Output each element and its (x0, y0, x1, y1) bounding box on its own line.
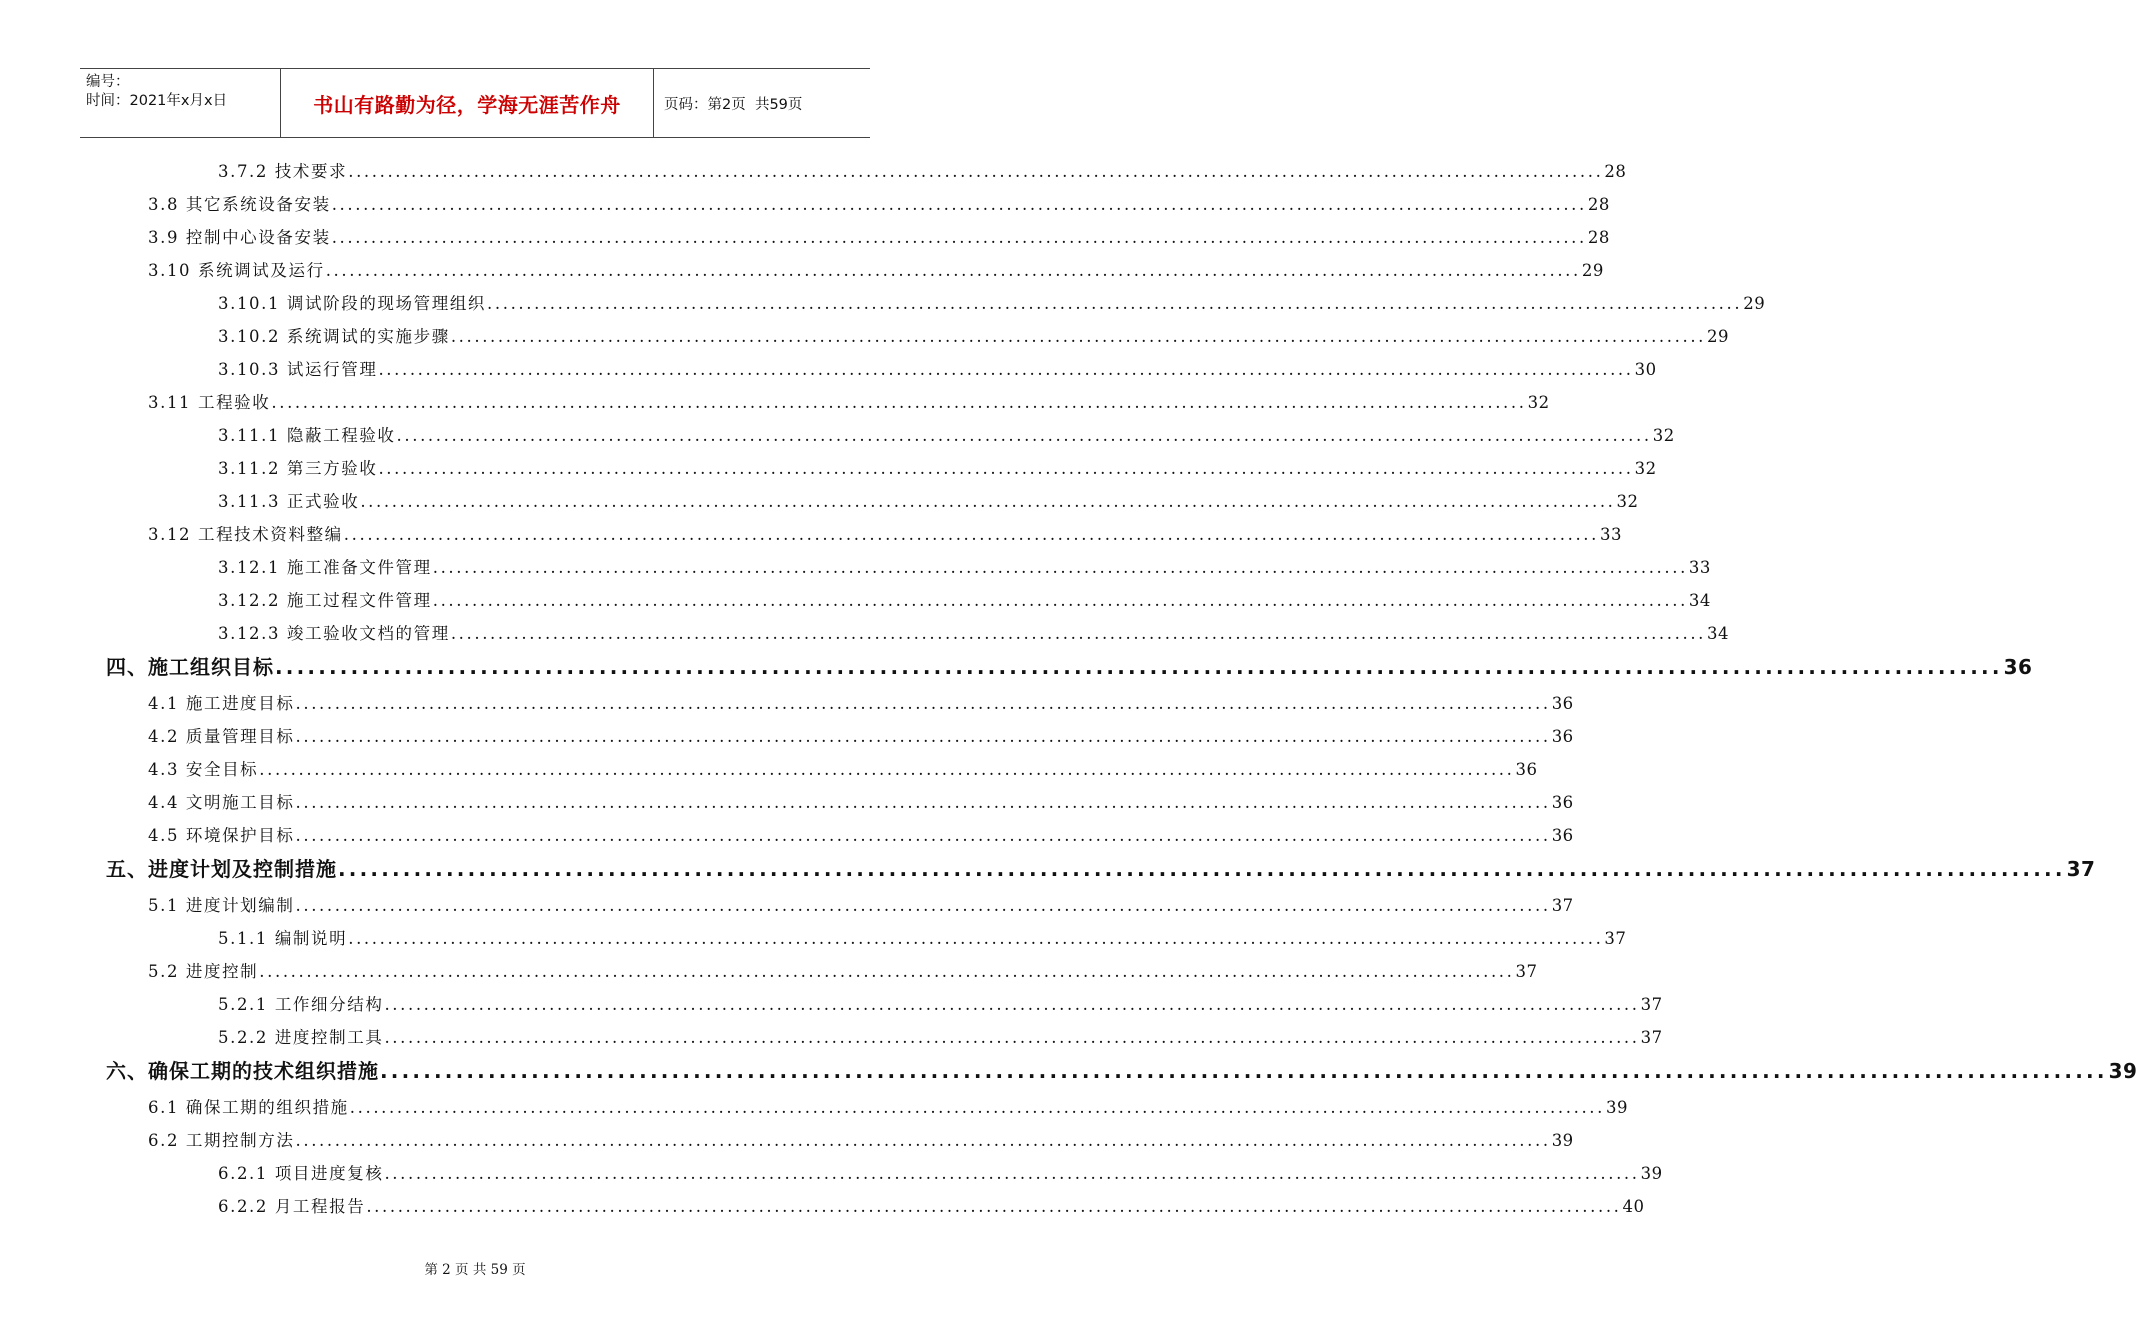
toc-entry[interactable] (218, 587, 1711, 611)
toc-entry-page: 34 (1688, 591, 1711, 610)
toc-entry[interactable] (218, 290, 1766, 314)
toc-entry[interactable] (218, 554, 1711, 578)
toc-leader-dots: ................................................................................................................................................................ (380, 1059, 2108, 1083)
toc-leader-dots: ................................................................................................................................................................ (432, 591, 1688, 610)
toc-entry-page: 29 (1581, 261, 1604, 280)
footer-page-number: 第 2 页 共 59 页 (424, 1262, 526, 1278)
toc-entry-title: 4.1 施工进度目标 (148, 694, 295, 713)
toc-leader-dots: ................................................................................................................................................................ (450, 327, 1707, 346)
toc-entry[interactable] (148, 756, 1538, 780)
toc-leader-dots: ................................................................................................................................................................ (348, 162, 1604, 181)
toc-entry-title: 3.12.2 施工过程文件管理 (218, 591, 432, 610)
toc-entry-title: 六、确保工期的技术组织措施 (106, 1059, 379, 1083)
toc-entry-page: 29 (1707, 327, 1730, 346)
toc-entry-title: 3.10.3 试运行管理 (218, 360, 378, 379)
toc-entry-title: 6.1 确保工期的组织措施 (148, 1098, 349, 1117)
toc-entry-page: 28 (1587, 195, 1610, 214)
toc-entry-title: 4.2 质量管理目标 (148, 727, 295, 746)
toc-leader-dots: ................................................................................................................................................................ (259, 962, 1515, 981)
toc-entry[interactable] (218, 488, 1639, 512)
toc-entry[interactable] (148, 690, 1574, 714)
toc-leader-dots: ................................................................................................................................................................ (295, 793, 1551, 812)
page-footer (0, 1258, 950, 1278)
toc-leader-dots: ................................................................................................................................................................ (384, 1164, 1640, 1183)
toc-entry[interactable] (218, 323, 1730, 347)
toc-entry-title: 5.2.1 工作细分结构 (218, 995, 384, 1014)
toc-leader-dots: ................................................................................................................................................................ (450, 624, 1707, 643)
toc-entry-title: 4.3 安全目标 (148, 760, 259, 779)
toc-leader-dots: ................................................................................................................................................................ (331, 195, 1587, 214)
toc-entry[interactable] (218, 991, 1663, 1015)
toc-leader-dots: ................................................................................................................................................................ (325, 261, 1581, 280)
toc-entry[interactable] (148, 521, 1622, 545)
toc-entry-page: 39 (1640, 1164, 1663, 1183)
toc-entry-page: 36 (2003, 655, 2033, 679)
toc-leader-dots: ................................................................................................................................................................ (271, 393, 1527, 412)
toc-leader-dots: ................................................................................................................................................................ (378, 360, 1634, 379)
toc-leader-dots: ................................................................................................................................................................ (295, 1131, 1551, 1150)
header-motto: 书山有路勤为径，学海无涯苦作舟 (281, 69, 654, 137)
toc-leader-dots: ................................................................................................................................................................ (378, 459, 1634, 478)
toc-entry[interactable] (218, 422, 1675, 446)
toc-leader-dots: ................................................................................................................................................................ (349, 1098, 1605, 1117)
toc-entry[interactable] (218, 1193, 1645, 1217)
toc-entry-page: 39 (1551, 1131, 1574, 1150)
toc-entry-title: 3.11.3 正式验收 (218, 492, 360, 511)
toc-entry-title: 6.2.1 项目进度复核 (218, 1164, 384, 1183)
toc-entry[interactable] (218, 620, 1730, 644)
toc-entry[interactable] (148, 789, 1574, 813)
toc-entry-title: 6.2 工期控制方法 (148, 1131, 295, 1150)
toc-entry-page: 28 (1587, 228, 1610, 247)
header-page-info-text: 页码：第2页 共59页 (664, 96, 803, 113)
toc-entry-title: 5.1.1 编制说明 (218, 929, 348, 948)
toc-entry-page: 37 (1640, 1028, 1663, 1047)
toc-leader-dots: ................................................................................................................................................................ (432, 558, 1688, 577)
toc-entry-title: 3.9 控制中心设备安装 (148, 228, 331, 247)
toc-entry-title: 3.10.1 调试阶段的现场管理组织 (218, 294, 487, 313)
toc-entry-title: 5.2 进度控制 (148, 962, 259, 981)
toc-entry-page: 34 (1707, 624, 1730, 643)
document-number-label: 编号： (86, 74, 130, 90)
toc-entry-title: 3.12.1 施工准备文件管理 (218, 558, 432, 577)
toc-entry[interactable] (148, 723, 1574, 747)
toc-entry[interactable] (148, 224, 1610, 248)
toc-entry[interactable] (148, 822, 1574, 846)
toc-entry-page: 37 (2066, 857, 2096, 881)
toc-entry-page: 36 (1515, 760, 1538, 779)
toc-leader-dots: ................................................................................................................................................................ (259, 760, 1515, 779)
toc-leader-dots: ................................................................................................................................................................ (295, 826, 1551, 845)
toc-leader-dots: ................................................................................................................................................................ (396, 426, 1652, 445)
toc-entry-title: 4.4 文明施工目标 (148, 793, 295, 812)
toc-entry[interactable] (148, 191, 1610, 215)
toc-leader-dots: ................................................................................................................................................................ (360, 492, 1616, 511)
toc-entry-page: 40 (1622, 1197, 1645, 1216)
toc-entry[interactable] (148, 1094, 1628, 1118)
toc-entry-title: 3.12 工程技术资料整编 (148, 525, 343, 544)
toc-entry[interactable] (148, 1127, 1574, 1151)
toc-entry-page: 32 (1634, 459, 1657, 478)
toc-chapter-entry[interactable] (106, 1055, 2137, 1084)
toc-entry[interactable] (148, 389, 1550, 413)
toc-entry-page: 37 (1604, 929, 1627, 948)
toc-entry-page: 32 (1527, 393, 1550, 412)
toc-entry-title: 3.7.2 技术要求 (218, 162, 348, 181)
toc-leader-dots: ................................................................................................................................................................ (295, 727, 1551, 746)
toc-entry-page: 37 (1551, 896, 1574, 915)
toc-leader-dots: ................................................................................................................................................................ (295, 896, 1551, 915)
toc-entry-title: 3.11 工程验收 (148, 393, 271, 412)
toc-entry-title: 五、进度计划及控制措施 (106, 857, 337, 881)
toc-leader-dots: ................................................................................................................................................................ (348, 929, 1604, 948)
toc-entry-title: 5.1 进度计划编制 (148, 896, 295, 915)
toc-entry-page: 37 (1640, 995, 1663, 1014)
toc-entry[interactable] (148, 958, 1538, 982)
toc-entry-page: 37 (1515, 962, 1538, 981)
document-time-label: 时间：2021年x月x日 (86, 93, 228, 109)
toc-entry-page: 33 (1688, 558, 1711, 577)
toc-leader-dots: ................................................................................................................................................................ (295, 694, 1551, 713)
toc-leader-dots: ................................................................................................................................................................ (487, 294, 1743, 313)
toc-entry-title: 3.11.1 隐蔽工程验收 (218, 426, 396, 445)
toc-entry-title: 4.5 环境保护目标 (148, 826, 295, 845)
toc-entry-title: 5.2.2 进度控制工具 (218, 1028, 384, 1047)
toc-leader-dots: ................................................................................................................................................................ (338, 857, 2066, 881)
toc-entry-title: 3.8 其它系统设备安装 (148, 195, 331, 214)
toc-entry-page: 30 (1634, 360, 1657, 379)
toc-entry-page: 39 (1605, 1098, 1628, 1117)
toc-entry-title: 3.10.2 系统调试的实施步骤 (218, 327, 450, 346)
toc-leader-dots: ................................................................................................................................................................ (384, 1028, 1640, 1047)
toc-entry-page: 39 (2108, 1059, 2137, 1083)
toc-entry[interactable] (148, 257, 1604, 281)
toc-leader-dots: ................................................................................................................................................................ (343, 525, 1599, 544)
toc-chapter-entry[interactable] (106, 853, 2096, 882)
toc-entry[interactable] (218, 925, 1627, 949)
toc-entry[interactable] (148, 892, 1574, 916)
toc-entry[interactable] (218, 455, 1657, 479)
toc-entry-page: 32 (1652, 426, 1675, 445)
toc-entry-page: 36 (1551, 694, 1574, 713)
toc-entry-title: 3.11.2 第三方验收 (218, 459, 378, 478)
toc-entry-page: 36 (1551, 793, 1574, 812)
toc-entry-page: 36 (1551, 727, 1574, 746)
toc-leader-dots: ................................................................................................................................................................ (331, 228, 1587, 247)
toc-entry-page: 36 (1551, 826, 1574, 845)
toc-entry-title: 四、施工组织目标 (106, 655, 274, 679)
toc-leader-dots: ................................................................................................................................................................ (366, 1197, 1622, 1216)
toc-entry-title: 3.10 系统调试及运行 (148, 261, 325, 280)
toc-entry[interactable] (218, 1024, 1663, 1048)
toc-leader-dots: ................................................................................................................................................................ (384, 995, 1640, 1014)
toc-entry-title: 6.2.2 月工程报告 (218, 1197, 366, 1216)
toc-leader-dots: ................................................................................................................................................................ (275, 655, 2003, 679)
toc-entry-title: 3.12.3 竣工验收文档的管理 (218, 624, 450, 643)
toc-entry-page: 29 (1743, 294, 1766, 313)
toc-entry[interactable] (218, 356, 1657, 380)
toc-entry-page: 32 (1616, 492, 1639, 511)
toc-entry-page: 28 (1604, 162, 1627, 181)
toc-chapter-entry[interactable] (106, 651, 2033, 680)
toc-entry[interactable] (218, 1160, 1663, 1184)
toc-entry-page: 33 (1599, 525, 1622, 544)
toc-entry[interactable] (218, 158, 1627, 182)
